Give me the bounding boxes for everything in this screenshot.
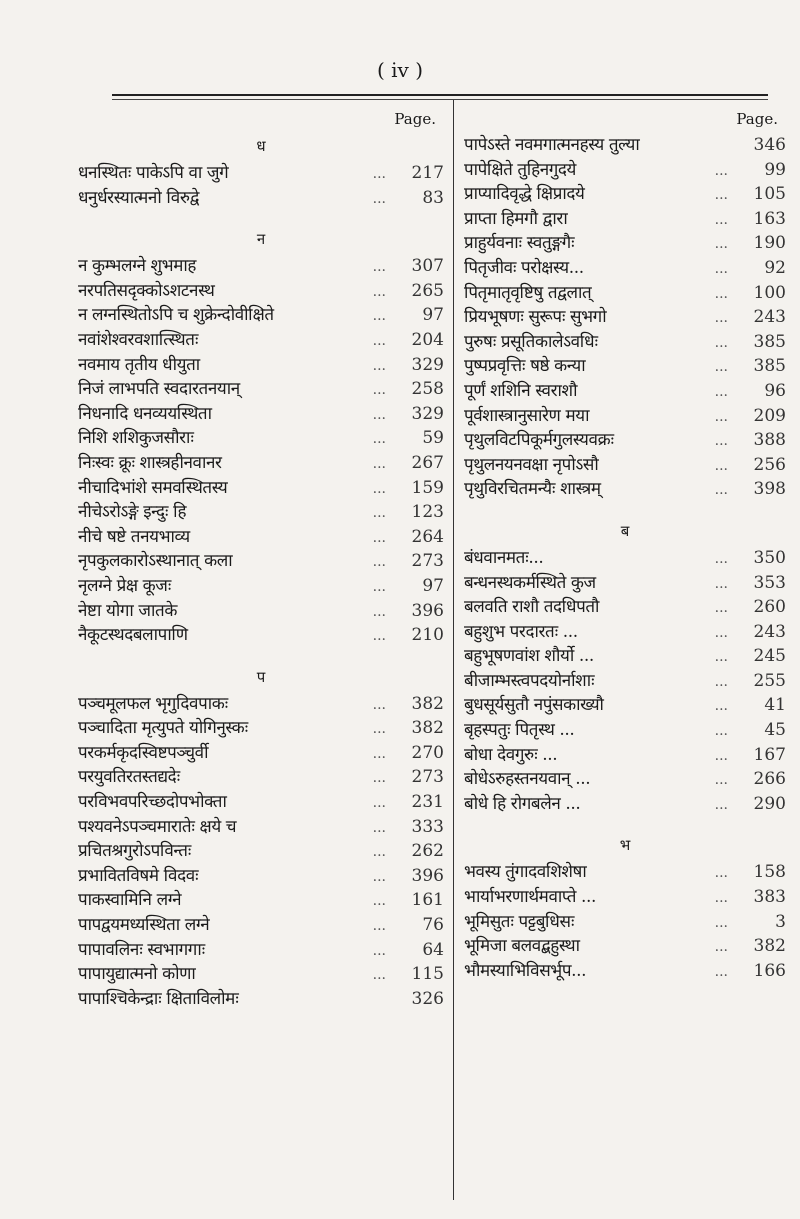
page-number: 64 xyxy=(422,939,444,960)
index-entry xyxy=(78,401,444,426)
leader-dots: ... xyxy=(714,575,728,592)
entry-text: निशि शशिकुजसौराः xyxy=(78,428,194,449)
index-entry xyxy=(464,280,786,305)
leader-dots: ... xyxy=(714,865,728,882)
entry-text: पृथुलनयनवक्षा नृपोऽसौ xyxy=(464,454,599,475)
index-entry xyxy=(464,791,786,816)
entry-text: पूर्णं शशिनि स्वराशौ xyxy=(464,380,578,401)
index-entry xyxy=(78,253,444,278)
page-number: 396 xyxy=(411,600,444,621)
section-letter: प xyxy=(256,667,266,686)
entry-text: नरपतिसदृक्कोऽशटनस्थ xyxy=(78,280,215,301)
entry-text: पृथुविरचितमन्यैः शास्त्रम् xyxy=(464,479,601,500)
page-number: 83 xyxy=(422,187,444,208)
index-entry xyxy=(78,548,444,573)
index-entry xyxy=(78,499,444,524)
index-entry xyxy=(78,912,444,937)
page-number: 231 xyxy=(411,792,444,813)
section-letter: भ xyxy=(619,836,631,855)
page-number: 273 xyxy=(411,551,444,572)
index-entry xyxy=(78,327,444,352)
page-number: 290 xyxy=(753,793,786,814)
leader-dots: ... xyxy=(372,942,386,959)
section-gap xyxy=(464,815,786,831)
leader-dots: ... xyxy=(714,408,728,425)
leader-dots: ... xyxy=(372,382,386,399)
entry-text: पितृमातृवृष्टिषु तद्वलात् xyxy=(464,282,592,303)
index-entry xyxy=(78,352,444,377)
index-entry xyxy=(464,717,786,742)
index-entry xyxy=(78,573,444,598)
index-entry xyxy=(464,619,786,644)
entry-text: भूमिसुतः पट्टबुधिसः xyxy=(464,911,574,932)
page-number: 3 xyxy=(775,911,786,932)
leader-dots: ... xyxy=(714,162,728,179)
page-number: 385 xyxy=(753,356,786,377)
page-number: 158 xyxy=(753,862,786,883)
page-number: 353 xyxy=(753,572,786,593)
entry-text: प्रभावितविषमे विदवः xyxy=(78,865,199,886)
leader-dots: ... xyxy=(372,918,386,935)
index-entry xyxy=(464,668,786,693)
entry-text: नृलग्ने प्रेक्ष कूजः xyxy=(78,575,171,596)
entry-text: परयुवतिरतस्तद्यदेः xyxy=(78,767,180,788)
leader-dots: ... xyxy=(372,603,386,620)
entry-text: बंधवानमतः... xyxy=(464,547,544,568)
index-entry xyxy=(78,863,444,888)
page-number: 326 xyxy=(411,988,444,1009)
leader-dots: ... xyxy=(714,334,728,351)
leader-dots: ... xyxy=(714,211,728,228)
section-gap xyxy=(78,647,444,663)
leader-dots: ... xyxy=(714,285,728,302)
page-number: 97 xyxy=(422,305,444,326)
entry-text: पितृजीवः परोक्षस्य... xyxy=(464,257,584,278)
leader-dots: ... xyxy=(372,696,386,713)
leader-dots: ... xyxy=(372,431,386,448)
leader-dots: ... xyxy=(714,482,728,499)
page-number: 96 xyxy=(764,380,786,401)
index-entry xyxy=(78,691,444,716)
section-letter: ब xyxy=(620,521,630,540)
page-number: 97 xyxy=(422,575,444,596)
entry-text: पुरुषः प्रसूतिकालेऽवधिः xyxy=(464,331,598,352)
entry-text: प्राहुर्यवनाः स्वतुङ्गगैः xyxy=(464,233,575,254)
index-entry xyxy=(464,403,786,428)
index-entry xyxy=(78,524,444,549)
page-number: 209 xyxy=(753,405,786,426)
index-entry xyxy=(464,570,786,595)
entry-text: नृपकुलकारोऽस्थानात् कला xyxy=(78,551,233,572)
index-entry xyxy=(78,598,444,623)
entry-text: पापेऽस्ते नवमगात्मनहस्य तुल्या xyxy=(464,135,640,155)
page-number: 100 xyxy=(753,282,786,303)
index-entry xyxy=(78,937,444,962)
page-number: 265 xyxy=(411,280,444,301)
page-number: 396 xyxy=(411,865,444,886)
index-entry xyxy=(78,764,444,789)
leader-dots: ... xyxy=(372,795,386,812)
leader-dots: ... xyxy=(714,310,728,327)
page-number: 166 xyxy=(753,960,786,981)
entry-text: भूमिजा बलवद्बहुस्था xyxy=(464,936,580,957)
page-number: 382 xyxy=(753,936,786,957)
leader-dots: ... xyxy=(372,844,386,861)
entry-text: निःस्वः क्रूः शास्त्रहीनवानर xyxy=(78,452,222,473)
entry-text: प्रचितश्रगुरोऽपविन्तः xyxy=(78,841,191,862)
page-number: 273 xyxy=(411,767,444,788)
index-entry xyxy=(464,452,786,477)
page-number: 92 xyxy=(764,257,786,278)
index-entry xyxy=(464,157,786,182)
entry-text: बोधे हि रोगबलेन ... xyxy=(464,793,581,814)
leader-dots: ... xyxy=(714,772,728,789)
index-entry xyxy=(464,594,786,619)
entry-text: पापाश्चिकेन्द्राः क्षिताविलोमः xyxy=(78,988,239,1009)
entry-text: बोधेऽरुहस्तनयवान् ... xyxy=(464,769,591,790)
page-number: 163 xyxy=(753,208,786,229)
entry-text: बीजाम्भस्त्वपदयोर्नाशाः xyxy=(464,670,595,691)
page-number: 245 xyxy=(753,646,786,667)
index-entry xyxy=(464,958,786,983)
leader-dots: ... xyxy=(372,505,386,522)
page-number: 204 xyxy=(411,329,444,350)
entry-text: प्राप्यादिवृद्धे क्षिप्रादये xyxy=(464,184,585,205)
page-label: Page. xyxy=(736,110,778,128)
page-number: 329 xyxy=(411,403,444,424)
leader-dots: ... xyxy=(372,868,386,885)
page-label: Page. xyxy=(394,110,436,128)
leader-dots: ... xyxy=(372,578,386,595)
page-number: 217 xyxy=(411,163,444,183)
page-number: 123 xyxy=(411,502,444,523)
leader-dots: ... xyxy=(372,529,386,546)
leader-dots: ... xyxy=(714,383,728,400)
page-number: 267 xyxy=(411,452,444,473)
index-entry xyxy=(78,715,444,740)
entry-text: नवमाय तृतीय धीयुता xyxy=(78,354,200,375)
page-number: 258 xyxy=(411,379,444,400)
entry-text: प्रियभूषणः सुरूपः सुभगो xyxy=(464,307,607,328)
section-letter: न xyxy=(256,230,266,249)
column-divider xyxy=(453,100,454,1200)
leader-dots: ... xyxy=(714,187,728,204)
entry-text: न लग्नस्थितोऽपि च शुक्रेन्दोवीक्षिते xyxy=(78,305,274,326)
page-number: 256 xyxy=(753,454,786,475)
index-entry xyxy=(78,961,444,986)
entry-text: नीचे षष्टे तनयभाव्य xyxy=(78,526,190,547)
page-number: 329 xyxy=(411,354,444,375)
leader-dots: ... xyxy=(372,554,386,571)
page-number: 346 xyxy=(753,135,786,155)
header-rule xyxy=(112,94,768,96)
entry-text: नवांशेश्वरवशात्स्थितः xyxy=(78,329,198,350)
index-entry xyxy=(464,909,786,934)
left-column xyxy=(78,110,444,1010)
leader-dots: ... xyxy=(714,457,728,474)
entry-text: बोधा देवगुरुः ... xyxy=(464,744,558,765)
index-entry xyxy=(464,859,786,884)
entry-text: परकर्मकृदस्विष्टपञ्चुर्वी xyxy=(78,742,209,763)
leader-dots: ... xyxy=(372,480,386,497)
entry-text: पापेक्षिते तुहिनगुदये xyxy=(464,159,577,180)
entry-text: बुधसूर्यसुतौ नपुंसकाख्यौ xyxy=(464,695,604,716)
index-entry xyxy=(464,545,786,570)
index-entry xyxy=(78,160,444,185)
leader-dots: ... xyxy=(372,283,386,300)
entry-text: पापद्वयमध्यस्थिता लग्ने xyxy=(78,915,210,936)
entry-text: पापायुद्यात्मनो कोणा xyxy=(78,964,196,985)
index-entry xyxy=(78,475,444,500)
index-entry xyxy=(464,766,786,791)
page-number: 350 xyxy=(753,547,786,568)
leader-dots: ... xyxy=(714,649,728,666)
entry-text: पञ्चमूलफल भृगुदिवपाकः xyxy=(78,693,228,714)
page-number: 388 xyxy=(753,430,786,451)
entry-text: पश्यवनेऽपञ्चमारातेः क्षये च xyxy=(78,816,237,837)
leader-dots: ... xyxy=(714,796,728,813)
index-entry xyxy=(464,643,786,668)
page-number: 307 xyxy=(411,256,444,277)
page-number: 255 xyxy=(753,670,786,691)
page-number-header: ( iv ) xyxy=(376,58,423,82)
page-number: 270 xyxy=(411,742,444,763)
leader-dots: ... xyxy=(714,939,728,956)
entry-text: नेष्टा योगा जातके xyxy=(78,600,177,621)
leader-dots: ... xyxy=(372,190,386,207)
entry-text: निजं लाभपति स्वदारतनयान् xyxy=(78,379,240,400)
leader-dots: ... xyxy=(372,770,386,787)
index-entry xyxy=(464,304,786,329)
entry-text: निधनादि धनव्ययस्थिता xyxy=(78,403,212,424)
leader-dots: ... xyxy=(372,967,386,984)
leader-dots: ... xyxy=(372,259,386,276)
index-entry xyxy=(464,692,786,717)
index-entry xyxy=(78,986,444,1011)
index-entry xyxy=(78,278,444,303)
index-entry xyxy=(464,378,786,403)
entry-text: पूर्वशास्त्रानुसारेण मया xyxy=(464,405,590,426)
leader-dots: ... xyxy=(714,698,728,715)
index-entry xyxy=(78,887,444,912)
index-entry xyxy=(464,181,786,206)
index-entry xyxy=(464,206,786,231)
page-number: 382 xyxy=(411,693,444,714)
page-number: 167 xyxy=(753,744,786,765)
leader-dots: ... xyxy=(372,893,386,910)
entry-text: प्राप्ता हिमगौ द्वारा xyxy=(464,208,568,229)
section-gap xyxy=(464,501,786,517)
leader-dots: ... xyxy=(372,819,386,836)
leader-dots: ... xyxy=(714,723,728,740)
index-entry xyxy=(78,425,444,450)
page-number: 260 xyxy=(753,597,786,618)
index-entry xyxy=(464,884,786,909)
page-number: 45 xyxy=(764,720,786,741)
index-entry xyxy=(78,376,444,401)
entry-text: पाकस्वामिनि लग्ने xyxy=(78,890,182,911)
entry-text: पापावलिनः स्वभागगाः xyxy=(78,939,205,960)
entry-text: पृथुलविटपिकूर्मगुलस्यवक्रः xyxy=(464,430,614,451)
leader-dots: ... xyxy=(372,357,386,374)
page-number: 382 xyxy=(411,718,444,739)
index-entry xyxy=(464,427,786,452)
leader-dots: ... xyxy=(714,747,728,764)
index-entry xyxy=(464,230,786,255)
page-number: 243 xyxy=(753,621,786,642)
leader-dots: ... xyxy=(372,406,386,423)
header-rule-thin xyxy=(112,99,768,100)
page-number: 115 xyxy=(411,964,444,985)
page-number: 383 xyxy=(753,887,786,908)
page-number: 333 xyxy=(411,816,444,837)
leader-dots: ... xyxy=(372,628,386,645)
leader-dots: ... xyxy=(714,624,728,641)
leader-dots: ... xyxy=(372,166,386,182)
page-number: 264 xyxy=(411,526,444,547)
page-number: 105 xyxy=(753,184,786,205)
index-entry xyxy=(78,622,444,647)
leader-dots: ... xyxy=(372,332,386,349)
page-number: 262 xyxy=(411,841,444,862)
page-number: 99 xyxy=(764,159,786,180)
leader-dots: ... xyxy=(714,673,728,690)
index-entry xyxy=(464,353,786,378)
entry-text: पुष्पप्रवृत्तिः षष्ठे कन्या xyxy=(464,356,586,377)
leader-dots: ... xyxy=(372,721,386,738)
entry-text: नैकूटस्थदबलापाणि xyxy=(78,625,188,646)
entry-text: न कुम्भलग्ने शुभमाह xyxy=(78,256,196,277)
leader-dots: ... xyxy=(372,745,386,762)
index-entry xyxy=(464,329,786,354)
entry-text: बहुशुभ परदारतः ... xyxy=(464,621,578,642)
index-entry xyxy=(78,302,444,327)
entry-text: बलवति राशौ तदधिपतौ xyxy=(464,597,600,618)
index-entry xyxy=(78,814,444,839)
entry-text: भार्याभरणार्थमवाप्ते ... xyxy=(464,887,597,908)
section-letter: ध xyxy=(256,137,266,155)
index-entry xyxy=(78,450,444,475)
index-entry xyxy=(464,132,786,157)
leader-dots: ... xyxy=(714,359,728,376)
leader-dots: ... xyxy=(714,890,728,907)
page-number: 41 xyxy=(764,695,786,716)
index-entry xyxy=(78,185,444,210)
right-column xyxy=(464,110,786,982)
page-number: 161 xyxy=(411,890,444,911)
index-entry xyxy=(464,476,786,501)
entry-text: भवस्य तुंगादवशिशेषा xyxy=(464,862,587,883)
entry-text: बृहस्पतुः पितृस्थ ... xyxy=(464,720,575,741)
entry-text: बहुभूषणवांश शौर्यो ... xyxy=(464,646,594,667)
leader-dots: ... xyxy=(714,600,728,617)
leader-dots: ... xyxy=(714,550,728,567)
index-entry xyxy=(78,838,444,863)
leader-dots: ... xyxy=(714,236,728,253)
entry-text: परविभवपरिच्छदोपभोक्ता xyxy=(78,792,227,813)
index-entry xyxy=(464,742,786,767)
leader-dots: ... xyxy=(372,308,386,325)
page-number: 398 xyxy=(753,479,786,500)
page-number: 59 xyxy=(422,428,444,449)
index-entry xyxy=(78,789,444,814)
page-number: 385 xyxy=(753,331,786,352)
index-entry xyxy=(464,255,786,280)
section-gap xyxy=(78,209,444,225)
entry-text: नीचादिभांशे समवस्थितस्य xyxy=(78,477,228,498)
leader-dots: ... xyxy=(714,260,728,277)
entry-text: पञ्चादिता मृत्युपते योगिनुस्कः xyxy=(78,718,248,739)
leader-dots: ... xyxy=(714,963,728,980)
page-number: 266 xyxy=(753,769,786,790)
leader-dots: ... xyxy=(372,455,386,472)
entry-text: धनुर्धरस्यात्मनो विरुद्वे xyxy=(78,187,199,208)
page-number: 210 xyxy=(411,625,444,646)
page-number: 76 xyxy=(422,915,444,936)
leader-dots: ... xyxy=(714,914,728,931)
index-entry xyxy=(78,740,444,765)
page-number: 243 xyxy=(753,307,786,328)
index-entry xyxy=(464,933,786,958)
entry-text: नीचेऽरोऽङ्गे इन्दुः हि xyxy=(78,502,187,523)
page-number: 159 xyxy=(411,477,444,498)
entry-text: भौमस्याभिविसर्भूप... xyxy=(464,960,587,981)
page-number: 190 xyxy=(753,233,786,254)
entry-text: बन्धनस्थकर्मस्थिते कुज xyxy=(464,572,596,593)
entry-text: धनस्थितः पाकेऽपि वा जुगे xyxy=(78,163,229,183)
leader-dots: ... xyxy=(714,433,728,450)
